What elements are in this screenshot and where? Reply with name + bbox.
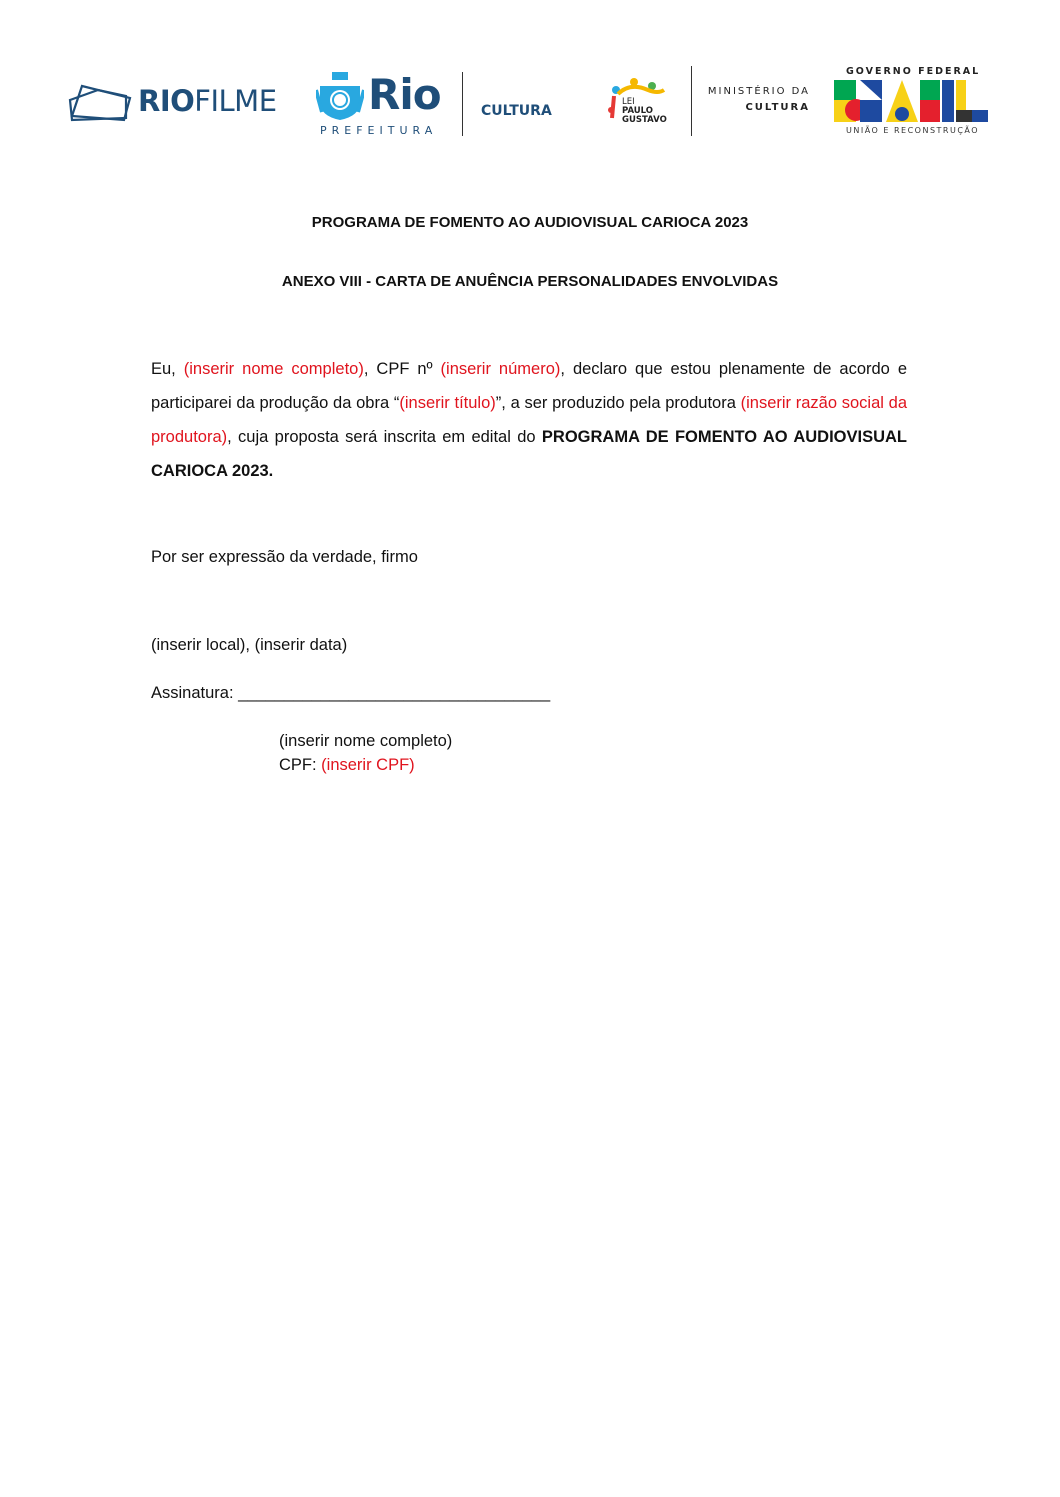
para-text-4: ”, a ser produzido pela produtora [495, 394, 741, 412]
field-razao-social: (inserir razão social da produtora) [151, 394, 908, 446]
cpf-label: CPF: [279, 756, 322, 774]
cpf-row [279, 756, 415, 775]
brasil-wordmark [834, 80, 988, 122]
declaration-paragraph [151, 352, 907, 488]
header-divider [462, 72, 463, 136]
signature-label: Assinatura: [151, 684, 239, 702]
lpg-gustavo: GUSTAVO [622, 115, 667, 125]
document-title: PROGRAMA DE FOMENTO AO AUDIOVISUAL CARIOCA 2023 [311, 214, 749, 231]
para-text-1: Eu, [151, 360, 184, 378]
field-numero: (inserir número) [440, 360, 561, 378]
cultura-logo: CULTURA [481, 103, 552, 119]
field-local-data: (inserir local), (inserir data) [151, 636, 348, 654]
rio-prefeitura-logo [316, 70, 450, 140]
prefeitura-label: PREFEITURA [320, 124, 438, 137]
lei-paulo-gustavo-logo [608, 78, 680, 128]
gov-top: GOVERNO FEDERAL [846, 66, 981, 77]
signer-name: (inserir nome completo) [279, 732, 453, 750]
riofilme-frame-icon [68, 80, 132, 124]
lpg-lei: LEI [622, 97, 635, 107]
document-subtitle: ANEXO VIII - CARTA DE ANUÊNCIA PERSONALIDADES ENVOLVIDAS [281, 273, 779, 290]
ministerio-line2: CULTURA [745, 102, 810, 113]
para-text-2: , CPF nº [363, 360, 441, 378]
signature-row [151, 684, 550, 703]
closing-text: Por ser expressão da verdade, firmo [151, 548, 418, 566]
gov-bottom: UNIÃO E RECONSTRUÇÃO [846, 126, 980, 135]
ministerio-logo [700, 84, 810, 116]
field-cpf: (inserir CPF) [321, 756, 415, 774]
signature-line: __________________________________ [238, 684, 551, 702]
rio-crest-icon [316, 72, 364, 122]
riofilme-logo [68, 78, 303, 124]
ministerio-line1: MINISTÉRIO DA [707, 86, 810, 97]
riofilme-regular: FILME [194, 84, 277, 118]
para-text-5: , cuja proposta será inscrita em edital do [227, 428, 542, 446]
para-text-3: , declaro que estou plenamente de acordo e participarei da produção da obra “ [151, 360, 907, 412]
field-nome-completo: (inserir nome completo) [183, 360, 364, 378]
para-program-name: PROGRAMA DE FOMENTO AO AUDIOVISUAL CARIOCA 2023. [151, 428, 907, 480]
field-titulo: (inserir título) [399, 394, 496, 412]
riofilme-bold: RIO [138, 84, 195, 118]
rio-word: Rio [368, 70, 441, 119]
governo-federal-logo [834, 66, 990, 138]
header-divider-2 [691, 66, 692, 136]
lpg-paulo: PAULO [622, 106, 654, 116]
